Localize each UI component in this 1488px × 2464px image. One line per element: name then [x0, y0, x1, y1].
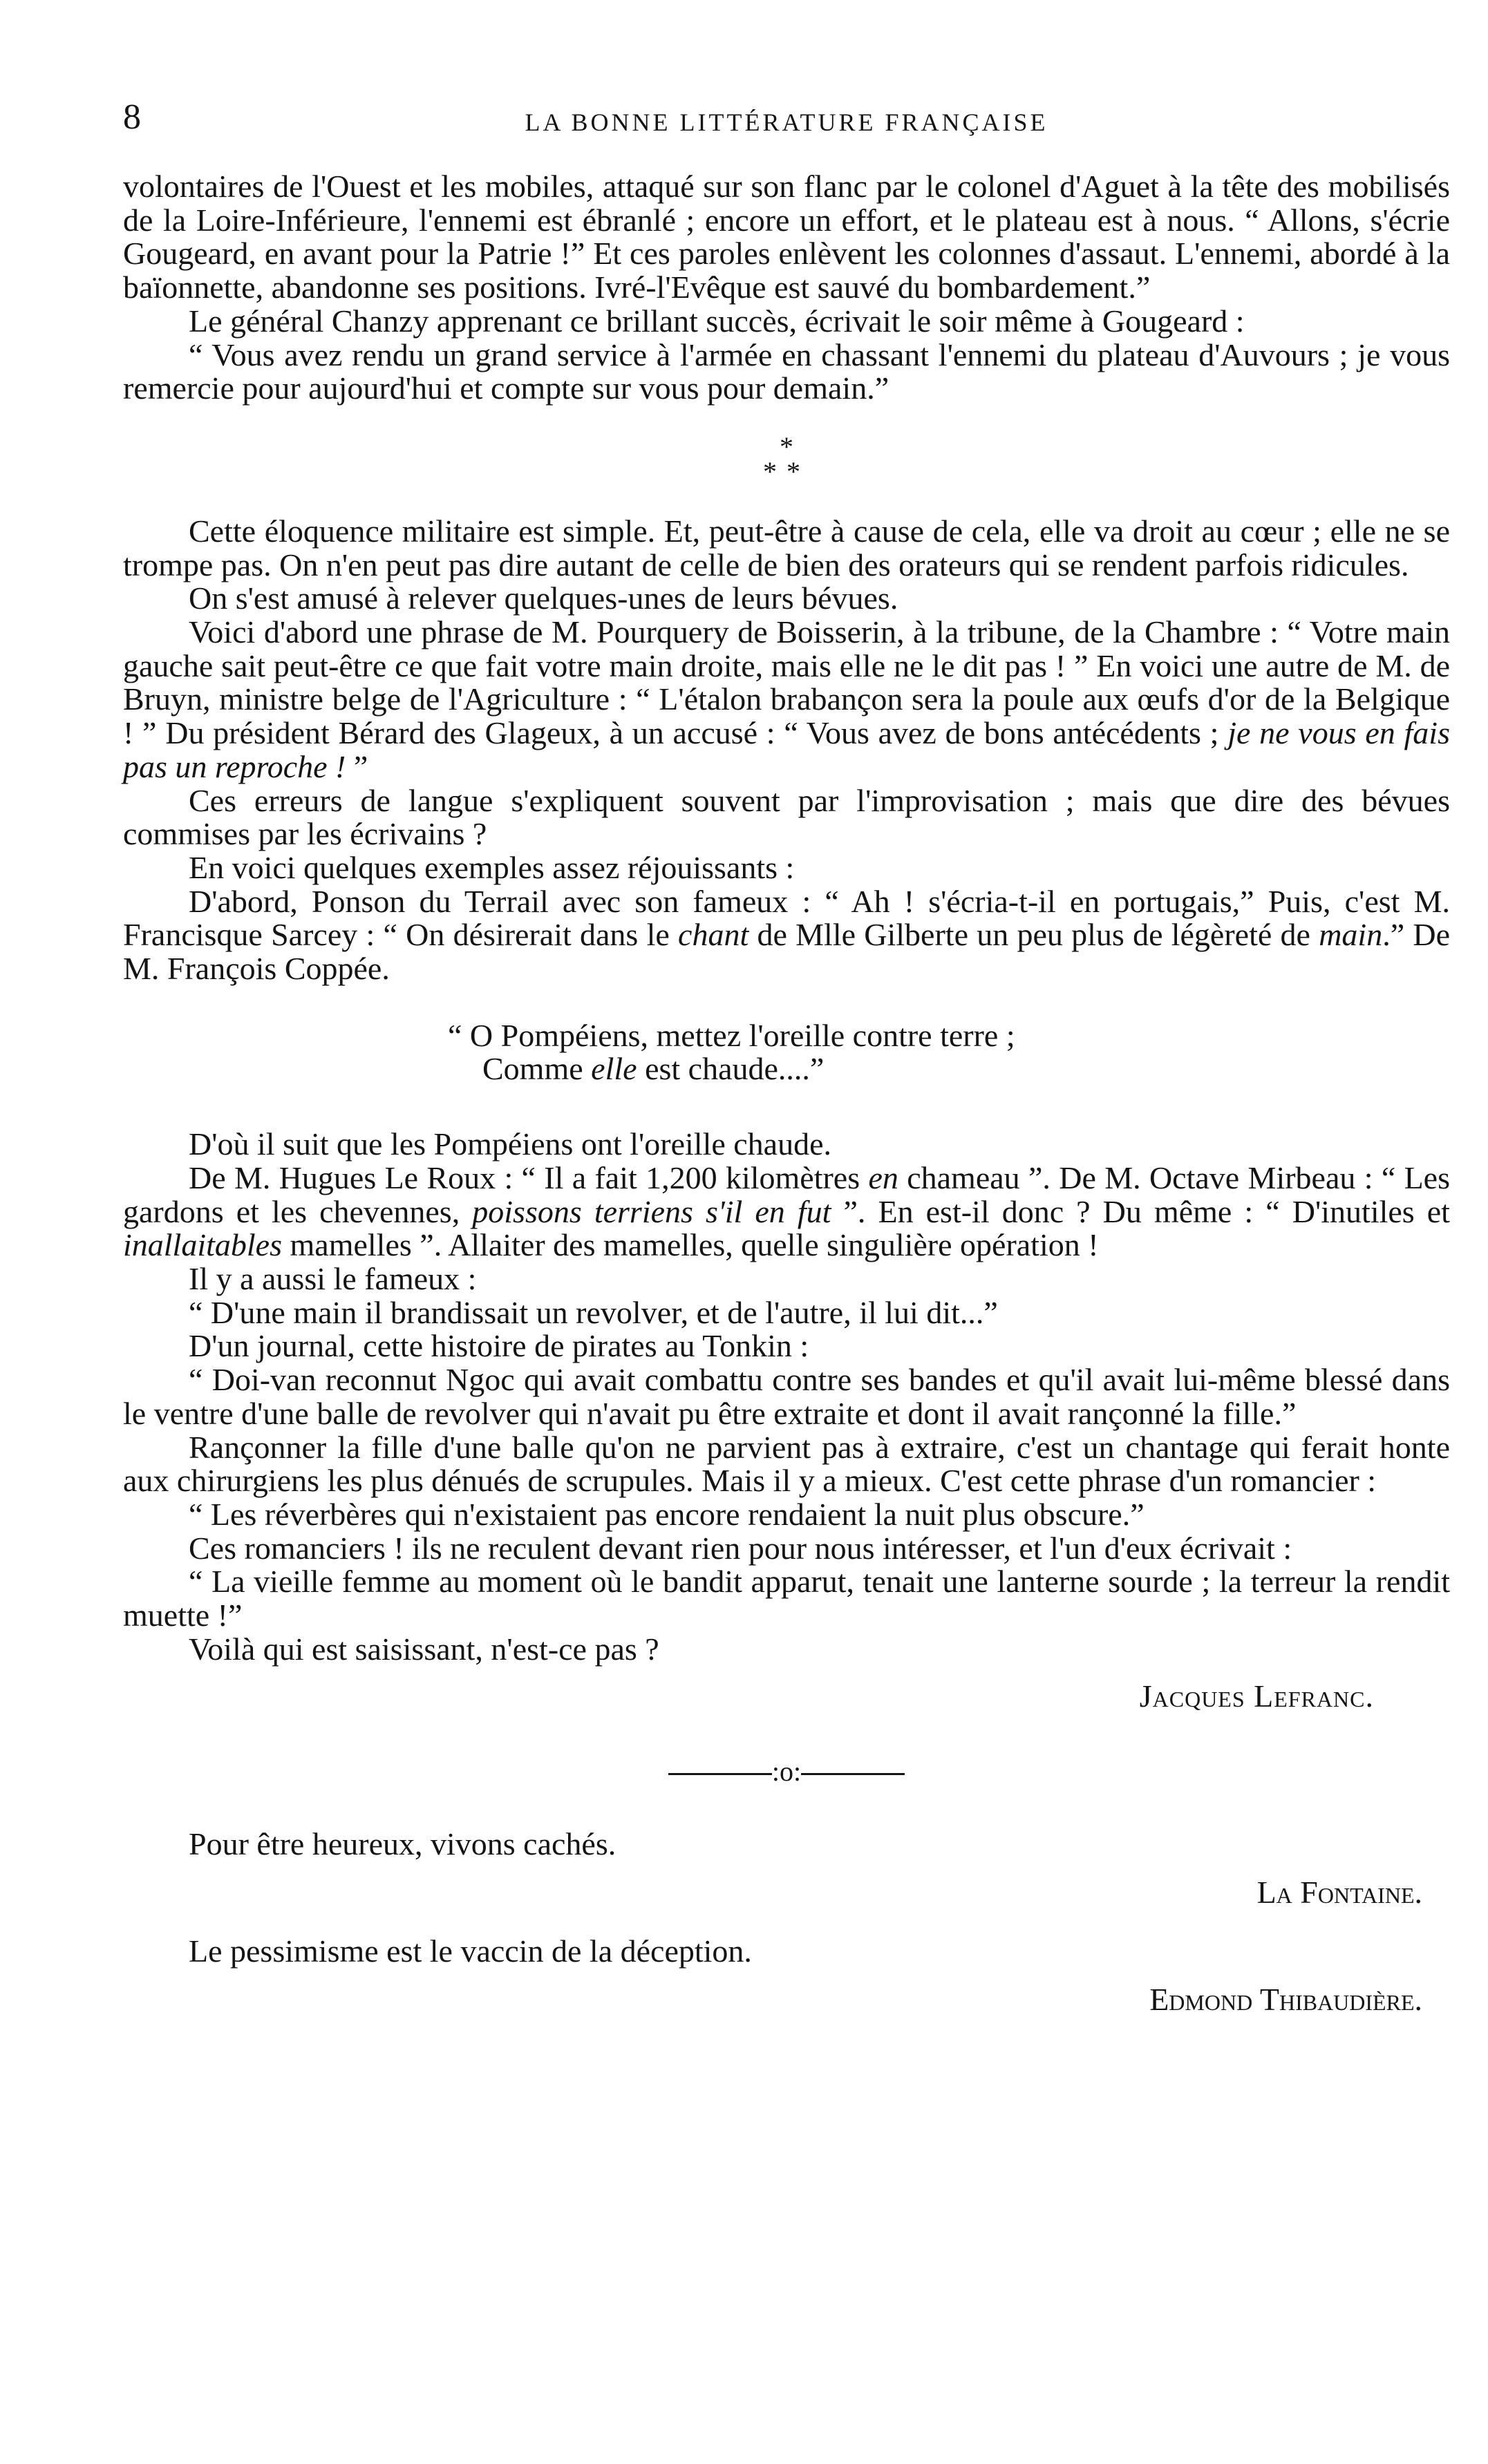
maxims-block	[123, 1828, 1450, 2063]
paragraph: Cette éloquence militaire est simple. Et, peut-être à cause de cela, elle va droit au cœur ; elle ne se trompe pas. On n'en peut pas dire autant de celle de bien des orateurs qui se rendent parfois ridicules.	[123, 513, 1450, 582]
text-run: chameau ”. De M. Octave Mirbeau : “ Les gardons et les chevennes,	[123, 1159, 1450, 1229]
text-run: de Mlle Gilberte un peu plus de légèreté de	[748, 917, 1319, 953]
section-divider	[123, 1755, 1450, 1789]
verse-quote	[448, 1019, 1450, 1086]
paragraph: Rançonner la fille d'une balle qu'on ne parvient pas à extraire, c'est un chantage qui ferait honte aux chirurgiens les plus dénués de scrupules. Mais il y a mieux. C'est cette phrase d'un romancier :	[123, 1429, 1450, 1499]
asterism-separator	[123, 430, 1450, 487]
italic-run: en	[868, 1159, 898, 1195]
text-run: mamelles ”. Allaiter des mamelles, quelle singulière opération !	[282, 1227, 1099, 1263]
text-run: ”	[346, 748, 368, 784]
text-run: est chaude....”	[637, 1051, 825, 1087]
divider-mark: :o:	[771, 1756, 802, 1788]
paragraph: “ Les réverbères qui n'existaient pas encore rendaient la nuit plus obscure.”	[189, 1496, 1145, 1532]
paragraph: En voici quelques exemples assez réjouissants :	[189, 849, 795, 885]
article-body	[123, 170, 1450, 2063]
asterism-bottom: **	[763, 455, 810, 487]
verse-line: “ O Pompéiens, mettez l'oreille contre terre ;	[448, 1017, 1015, 1053]
paragraph: “ La vieille femme au moment où le bandit apparut, tenait une lanterne sourde ; la terreur la rendit muette !”	[123, 1564, 1450, 1633]
maxim-author: Edmond Thibaudière.	[1149, 1981, 1422, 2017]
paragraph	[123, 616, 1450, 784]
maxim-text: Le pessimisme est le vaccin de la déception.	[189, 1933, 752, 1969]
text-run: De M. Hugues Le Roux : “ Il a fait 1,200 kilomètres	[189, 1159, 869, 1195]
verse-line	[448, 1052, 1450, 1086]
page-header	[123, 97, 1450, 152]
italic-run: elle	[591, 1051, 637, 1087]
paragraph: Ces romanciers ! ils ne reculent devant rien pour nous intéresser, et l'un d'eux écrivait :	[189, 1530, 1292, 1566]
paragraph: volontaires de l'Ouest et les mobiles, attaqué sur son flanc par le colonel d'Aguet à la tête des mobilisés de la Loire-Inférieure, l'ennemi est ébranlé ; encore un effort, et le plateau est à nous. “ Allons, s'écrie Gougeard, en avant pour la Patrie !” Et ces paroles enlèvent les colonnes d'assaut. L'ennemi, abordé à la baïonnette, abandonne ses positions. Ivré-l'Evêque est sauvé du bombardement.”	[123, 169, 1450, 305]
text-run: .” De M. François Coppée.	[123, 917, 1450, 987]
paragraph: Ces erreurs de langue s'expliquent souvent par l'improvisation ; mais que dire des bévues commises par les écrivains ?	[123, 782, 1450, 852]
paragraph: On s'est amusé à relever quelques-unes de leurs bévues.	[189, 580, 898, 616]
page-number: 8	[123, 97, 141, 137]
text-run: Comme	[482, 1051, 592, 1087]
maxim-author: La Fontaine.	[1256, 1874, 1422, 1910]
italic-run: inallaitables	[123, 1227, 282, 1263]
text-run: ”. En est-il donc ? Du même : “ D'inutiles et	[831, 1193, 1450, 1229]
paragraph: “ Doi-van reconnut Ngoc qui avait combattu contre ses bandes et qu'il avait lui-même blessé dans le ventre d'une balle de revolver qui n'avait pu être extraite et dont il avait rançonné la fille.”	[123, 1362, 1450, 1431]
page	[123, 97, 1450, 2063]
paragraph: Le général Chanzy apprenant ce brillant succès, écrivait le soir même à Gougeard :	[189, 303, 1245, 339]
paragraph: Voilà qui est saisissant, n'est-ce pas ?	[189, 1631, 659, 1667]
divider-line	[668, 1773, 772, 1775]
italic-run: chant	[678, 917, 749, 953]
italic-run: main	[1319, 917, 1383, 953]
italic-run: poissons terriens s'il en fut	[472, 1193, 831, 1229]
author-signature: Jacques Lefranc.	[1139, 1678, 1374, 1714]
asterism-top: *	[780, 430, 793, 462]
paragraph: “ Vous avez rendu un grand service à l'armée en chassant l'ennemi du plateau d'Auvours ; je vous remercie pour aujourd'hui et compte sur vous pour demain.”	[123, 337, 1450, 406]
paragraph: Il y a aussi le fameux :	[189, 1260, 477, 1296]
running-title: LA BONNE LITTÉRATURE FRANÇAISE	[525, 108, 1048, 136]
paragraph: D'où il suit que les Pompéiens ont l'oreille chaude.	[189, 1126, 832, 1162]
paragraph	[123, 885, 1450, 986]
text-run: Voici d'abord une phrase de M. Pourquery de Boisserin, à la tribune, de la Chambre : “ Votre main gauche sait peut-être ce que fait votre main droite, mais elle ne le dit pas ! ” En voici une autre de M. de Bruyn, ministre belge de l'Agriculture : “ L'étalon brabançon sera la poule aux œufs d'or de la Belgique ! ” Du président Bérard des Glageux, à un accusé : “ Vous avez de bons antécédents ;	[123, 614, 1450, 751]
maxim-text: Pour être heureux, vivons cachés.	[189, 1826, 616, 1861]
paragraph: D'un journal, cette histoire de pirates au Tonkin :	[189, 1328, 809, 1364]
text-run: D'abord, Ponson du Terrail avec son fameux : “ Ah ! s'écria-t-il en portugais,” Puis, c'est M. Francisque Sarcey : “ On désirerait dans le	[123, 883, 1450, 953]
divider-line	[801, 1773, 905, 1775]
paragraph: “ D'une main il brandissait un revolver, et de l'autre, il lui dit...”	[189, 1294, 998, 1330]
italic-run: je ne vous en fais pas un reproche !	[123, 715, 1450, 784]
paragraph	[123, 1159, 1450, 1263]
